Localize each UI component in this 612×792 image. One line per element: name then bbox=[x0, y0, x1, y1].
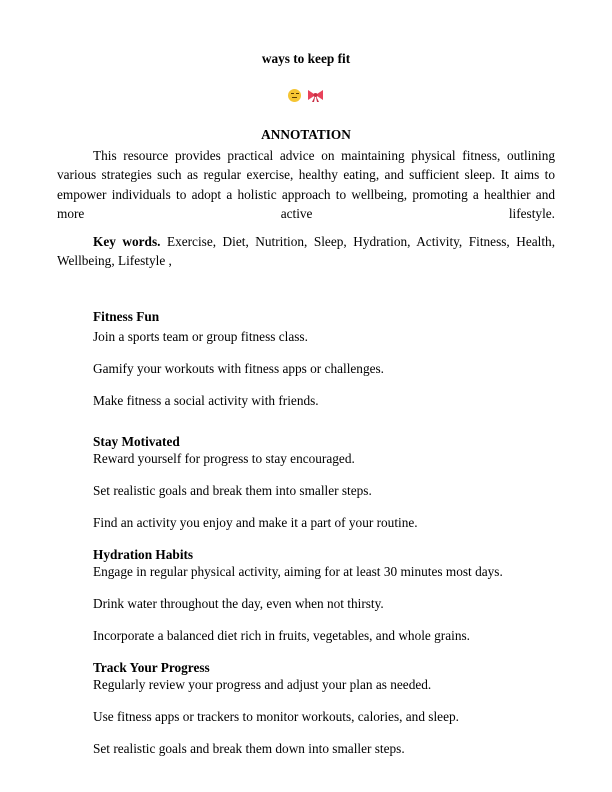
annotation-line: This resource provides practical advice on maintaining physical fitness, outlining bbox=[93, 148, 555, 163]
grimacing-face-icon bbox=[288, 89, 301, 102]
annotation-heading: ANNOTATION bbox=[261, 127, 351, 142]
section-item: Find an activity you enjoy and make it a part of your routine. bbox=[93, 515, 418, 530]
section-item: Use fitness apps or trackers to monitor workouts, calories, and sleep. bbox=[93, 709, 459, 724]
section-heading: Track Your Progress bbox=[93, 660, 210, 675]
section-item: Regularly review your progress and adjust your plan as needed. bbox=[93, 677, 432, 692]
annotation-word: active bbox=[280, 206, 313, 222]
keywords-paragraph bbox=[57, 232, 555, 271]
document-title: ways to keep fit bbox=[261, 51, 351, 66]
section-stay-motivated bbox=[93, 433, 563, 531]
annotation-word: lifestyle. bbox=[508, 206, 555, 222]
section-heading: Stay Motivated bbox=[93, 434, 180, 449]
section-item: Join a sports team or group fitness class. bbox=[93, 329, 308, 344]
annotation-line: empower individuals to adopt a holistic approach to wellbeing, promoting a healthier and bbox=[57, 186, 555, 202]
section-heading: Fitness Fun bbox=[93, 309, 160, 324]
ribbon-bow-icon bbox=[307, 89, 324, 102]
section-item: Reward yourself for progress to stay encouraged. bbox=[93, 451, 355, 466]
section-item: Engage in regular physical activity, aiming for at least 30 minutes most days. bbox=[93, 564, 503, 579]
section-item: Incorporate a balanced diet rich in fruits, vegetables, and whole grains. bbox=[93, 628, 470, 643]
section-item: Gamify your workouts with fitness apps or challenges. bbox=[93, 361, 384, 376]
keywords-label: Key words. bbox=[93, 234, 161, 249]
annotation-last-line bbox=[57, 204, 555, 223]
section-fitness-fun bbox=[93, 308, 563, 409]
section-item: Set realistic goals and break them down into smaller steps. bbox=[93, 741, 405, 756]
keywords-line: Wellbeing, Lifestyle , bbox=[57, 253, 172, 269]
keywords-text: Exercise, Diet, Nutrition, Sleep, Hydration, Activity, Fitness, Health, bbox=[160, 234, 556, 249]
annotation-word: more bbox=[57, 206, 85, 222]
section-hydration-habits bbox=[93, 546, 563, 644]
section-item: Set realistic goals and break them into smaller steps. bbox=[93, 483, 372, 498]
section-item: Drink water throughout the day, even when not thirsty. bbox=[93, 596, 384, 611]
section-heading: Hydration Habits bbox=[93, 547, 194, 562]
annotation-paragraph bbox=[57, 146, 555, 224]
keywords-line bbox=[57, 232, 555, 251]
section-track-your-progress bbox=[93, 659, 563, 757]
section-item: Make fitness a social activity with friends. bbox=[93, 393, 319, 408]
annotation-line: various strategies such as regular exercise, healthy eating, and sufficient sleep. It aims to bbox=[57, 167, 555, 183]
emoji-row bbox=[0, 86, 612, 104]
